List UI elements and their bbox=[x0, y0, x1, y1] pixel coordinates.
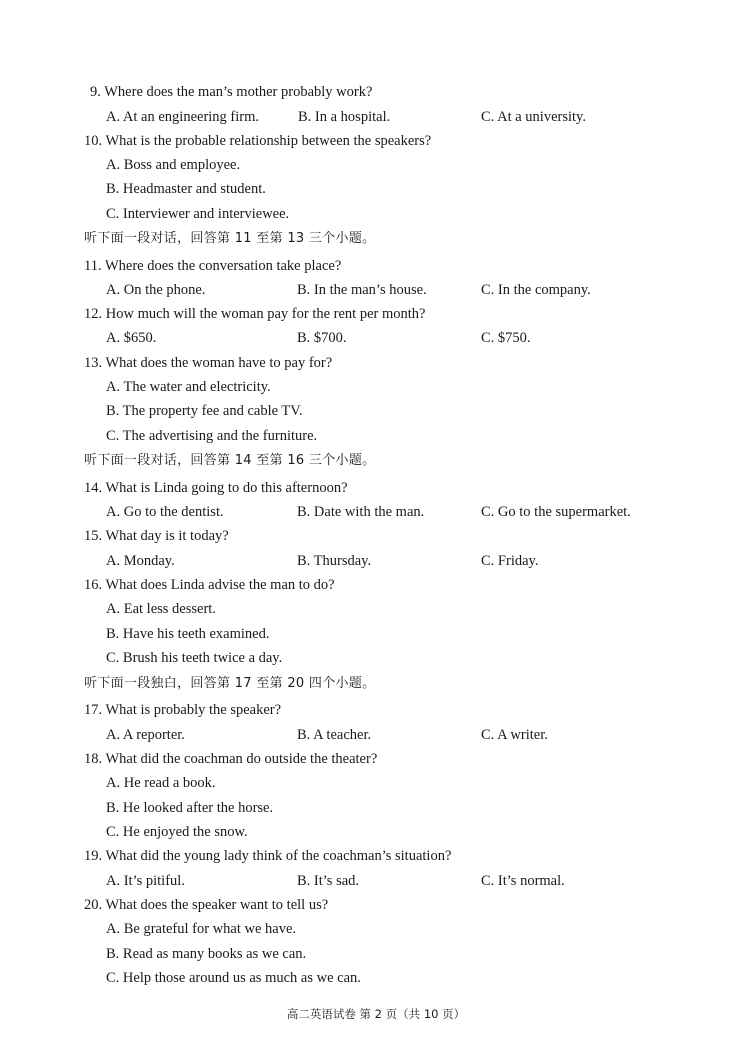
question-10: 10. What is the probable relationship between the speakers? bbox=[84, 133, 432, 149]
section-instruction: 听下面一段独白，回答第 17 至第 20 四个小题。 bbox=[84, 676, 376, 691]
q18-option-a: A. He read a book. bbox=[106, 775, 216, 791]
q18-option-b: B. He looked after the horse. bbox=[106, 800, 274, 816]
q11-option-b: B. In the man’s house. bbox=[297, 282, 427, 298]
q20-option-c: C. Help those around us as much as we can. bbox=[106, 970, 361, 986]
question-17: 17. What is probably the speaker? bbox=[84, 702, 282, 718]
q10-option-b: B. Headmaster and student. bbox=[106, 181, 266, 197]
q16-option-a: A. Eat less dessert. bbox=[106, 601, 216, 617]
q12-option-c: C. $750. bbox=[481, 330, 531, 346]
question-9: 9. Where does the man’s mother probably work? bbox=[90, 84, 373, 100]
question-11: 11. Where does the conversation take place? bbox=[84, 258, 342, 274]
q13-option-b: B. The property fee and cable TV. bbox=[106, 403, 303, 419]
question-14: 14. What is Linda going to do this afternoon? bbox=[84, 480, 348, 496]
q14-option-a: A. Go to the dentist. bbox=[106, 504, 224, 520]
q19-option-a: A. It’s pitiful. bbox=[106, 873, 185, 889]
q13-option-c: C. The advertising and the furniture. bbox=[106, 428, 318, 444]
q13-option-a: A. The water and electricity. bbox=[106, 379, 271, 395]
q10-option-c: C. Interviewer and interviewee. bbox=[106, 206, 290, 222]
section-instruction: 听下面一段对话，回答第 11 至第 13 三个小题。 bbox=[84, 231, 376, 246]
question-13: 13. What does the woman have to pay for? bbox=[84, 355, 333, 371]
q12-option-a: A. $650. bbox=[106, 330, 157, 346]
q9-option-c: C. At a university. bbox=[481, 109, 586, 125]
question-15: 15. What day is it today? bbox=[84, 528, 229, 544]
q15-option-a: A. Monday. bbox=[106, 553, 175, 569]
q16-option-b: B. Have his teeth examined. bbox=[106, 626, 270, 642]
page-footer: 高二英语试卷 第 2 页（共 10 页） bbox=[286, 1007, 466, 1021]
section-instruction: 听下面一段对话，回答第 14 至第 16 三个小题。 bbox=[84, 453, 376, 468]
q18-option-c: C. He enjoyed the snow. bbox=[106, 824, 248, 840]
question-12: 12. How much will the woman pay for the rent per month? bbox=[84, 306, 426, 322]
q9-option-a: A. At an engineering firm. bbox=[106, 109, 260, 125]
q17-option-a: A. A reporter. bbox=[106, 727, 185, 743]
q20-option-b: B. Read as many books as we can. bbox=[106, 946, 307, 962]
q15-option-b: B. Thursday. bbox=[297, 553, 372, 569]
q14-option-c: C. Go to the supermarket. bbox=[481, 504, 631, 520]
q17-option-b: B. A teacher. bbox=[297, 727, 372, 743]
question-20: 20. What does the speaker want to tell us? bbox=[84, 897, 329, 913]
q20-option-a: A. Be grateful for what we have. bbox=[106, 921, 297, 937]
q11-option-c: C. In the company. bbox=[481, 282, 591, 298]
q16-option-c: C. Brush his teeth twice a day. bbox=[106, 650, 283, 666]
q14-option-b: B. Date with the man. bbox=[297, 504, 425, 520]
q19-option-c: C. It’s normal. bbox=[481, 873, 565, 889]
q12-option-b: B. $700. bbox=[297, 330, 347, 346]
q9-option-b: B. In a hospital. bbox=[298, 109, 391, 125]
q19-option-b: B. It’s sad. bbox=[297, 873, 360, 889]
q17-option-c: C. A writer. bbox=[481, 727, 548, 743]
question-19: 19. What did the young lady think of the coachman’s situation? bbox=[84, 848, 452, 864]
question-16: 16. What does Linda advise the man to do? bbox=[84, 577, 335, 593]
q15-option-c: C. Friday. bbox=[481, 553, 539, 569]
question-18: 18. What did the coachman do outside the theater? bbox=[84, 751, 378, 767]
q11-option-a: A. On the phone. bbox=[106, 282, 206, 298]
q10-option-a: A. Boss and employee. bbox=[106, 157, 241, 173]
